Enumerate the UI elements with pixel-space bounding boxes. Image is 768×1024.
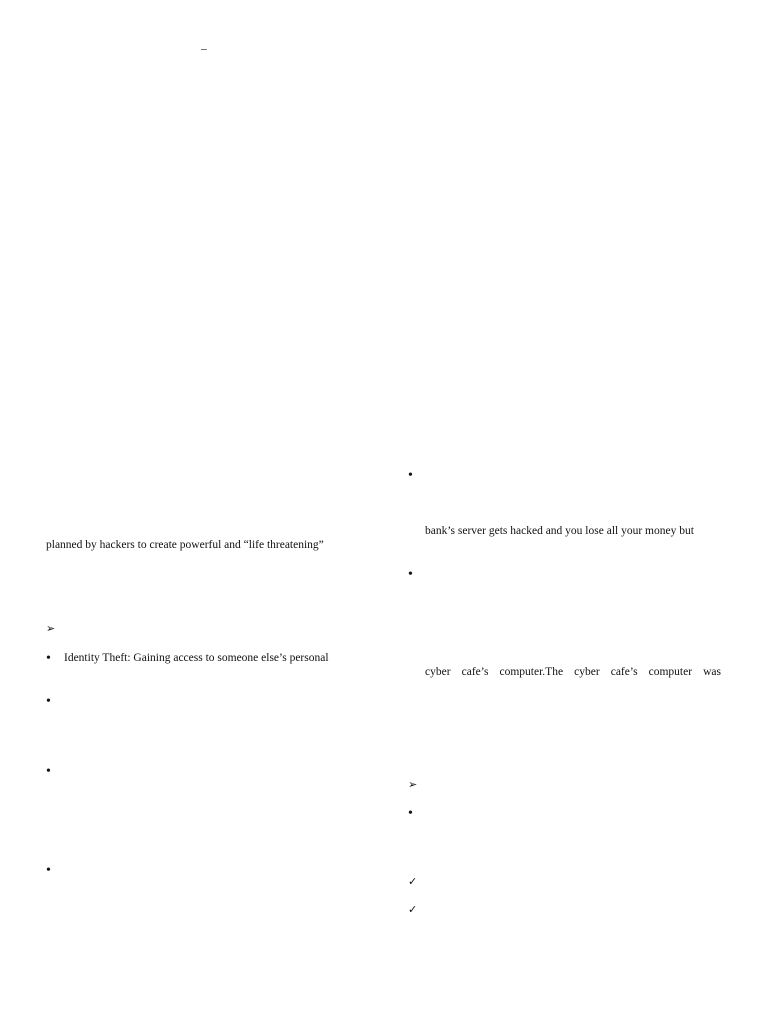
- text-line-cyber-cafe: cyber cafe’s computer.The cyber cafe’s computer was: [425, 666, 721, 678]
- bullet-icon: •: [46, 694, 51, 709]
- checkmark-icon: ✓: [408, 904, 418, 916]
- arrow-bullet-icon: ➢: [46, 623, 56, 635]
- bullet-icon: •: [408, 567, 413, 582]
- bullet-icon: •: [46, 764, 51, 779]
- checkmark-icon: ✓: [408, 876, 418, 888]
- text-line-planned-by-hackers: planned by hackers to create powerful and “life threatening”: [46, 539, 324, 551]
- identity-theft-line: Identity Theft: Gaining access to someone else’s personal: [64, 652, 329, 664]
- bullet-icon: •: [408, 806, 413, 821]
- bullet-icon: •: [408, 468, 413, 483]
- bullet-icon: •: [46, 651, 51, 666]
- text-line-bank-server: bank’s server gets hacked and you lose all your money but: [425, 525, 694, 537]
- arrow-bullet-icon: ➢: [408, 779, 418, 791]
- bullet-icon: •: [46, 863, 51, 878]
- dash-mark: –: [201, 43, 207, 55]
